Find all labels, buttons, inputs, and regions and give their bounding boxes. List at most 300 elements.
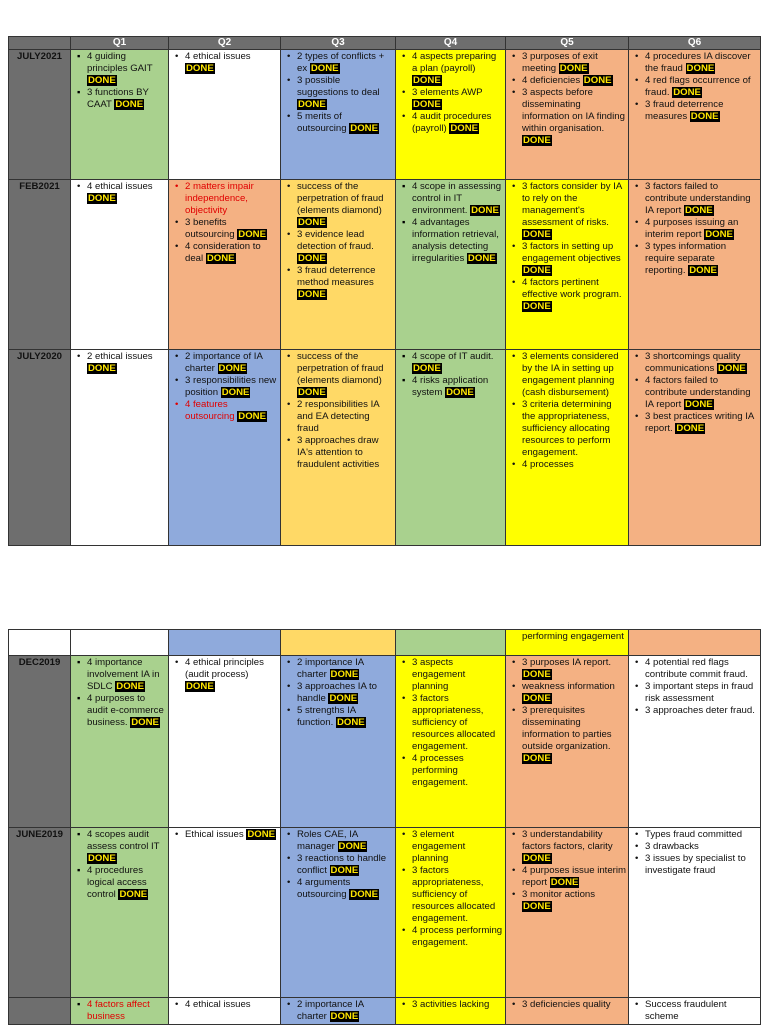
item-text: 3 deficiencies quality <box>522 999 611 1010</box>
done-badge: DONE <box>559 63 588 74</box>
row-label <box>9 998 71 1025</box>
item-text: 3 factors in setting up engagement objectives <box>522 241 621 264</box>
item-text: 4 processes <box>522 459 574 470</box>
item-text: 3 fraud deterrence measures <box>645 99 724 122</box>
item-text: 4 arguments outsourcing <box>297 877 351 900</box>
header-row <box>9 37 761 50</box>
done-badge: DONE <box>690 111 719 122</box>
item-text: 3 fraud deterrence method measures <box>297 265 376 288</box>
done-badge: DONE <box>298 387 326 398</box>
list-item <box>522 51 626 75</box>
item-text: 3 evidence lead detection of fraud. <box>297 229 374 252</box>
bullet-list <box>73 181 166 205</box>
list-item <box>297 351 393 399</box>
done-badge: DONE <box>329 693 358 704</box>
item-text: 3 elements AWP <box>412 87 483 98</box>
list-item <box>185 51 278 75</box>
exam-table-2 <box>8 629 761 1025</box>
bullet-list <box>508 999 626 1011</box>
item-text: 3 factors consider by IA to rely on the management's assessment of risks. <box>522 181 622 228</box>
cell-q4 <box>396 656 506 828</box>
item-text: 3 factors appropriateness, sufficiency of resources allocated engagement. <box>412 693 496 752</box>
list-item <box>87 181 166 205</box>
bullet-list <box>283 999 393 1023</box>
cell-q6 <box>629 828 761 998</box>
cont-q5 <box>506 630 629 656</box>
cell-q3 <box>281 656 396 828</box>
header-q4: Q4 <box>396 37 506 50</box>
list-item <box>297 111 393 135</box>
item-text: 4 factors affect business <box>87 999 150 1022</box>
bullet-list <box>508 51 626 147</box>
done-badge: DONE <box>523 265 551 276</box>
list-item <box>297 229 393 265</box>
item-text: 4 consideration to deal <box>185 241 261 264</box>
list-item <box>522 277 626 313</box>
list-item <box>645 51 758 75</box>
item-text: 3 possible suggestions to deal <box>297 75 380 98</box>
list-item <box>522 829 626 865</box>
list-item <box>645 657 758 681</box>
done-badge: DONE <box>119 889 148 900</box>
item-text: 2 importance IA charter <box>297 657 364 680</box>
done-badge: DONE <box>583 75 612 86</box>
cell-q6 <box>629 50 761 180</box>
item-text: Roles CAE, IA manager <box>297 829 358 852</box>
bullet-list <box>283 51 393 135</box>
t1-row <box>9 180 761 350</box>
list-item <box>412 925 503 949</box>
header-corner <box>9 37 71 50</box>
list-item <box>297 853 393 877</box>
item-text: Success fraudulent scheme <box>645 999 727 1022</box>
item-text: 4 ethical principles (audit process) <box>185 657 264 680</box>
cell-q2 <box>169 828 281 998</box>
done-badge: DONE <box>298 217 326 228</box>
done-badge: DONE <box>684 205 713 216</box>
list-item <box>412 111 503 135</box>
item-text: 4 importance involvement IA in SDLC <box>87 657 160 692</box>
done-badge: DONE <box>705 229 733 240</box>
bullet-list <box>283 181 393 301</box>
list-item <box>645 75 758 99</box>
item-text: 3 purposes IA report. <box>522 657 612 668</box>
list-item <box>185 181 278 217</box>
item-text: 4 process performing engagement. <box>412 925 503 948</box>
bullet-list <box>398 351 503 399</box>
list-item <box>412 181 503 217</box>
list-item <box>185 829 278 841</box>
exam-table-1 <box>8 36 761 546</box>
list-item <box>645 99 758 123</box>
done-badge: DONE <box>523 901 551 912</box>
item-text: 3 issues by specialist to investigate fraud <box>645 853 746 876</box>
bullet-list <box>631 181 758 277</box>
done-badge: DONE <box>471 205 499 216</box>
item-text: 3 shortcomings quality communications <box>645 351 741 374</box>
done-badge: DONE <box>717 363 746 374</box>
cell-q1 <box>71 828 169 998</box>
cell-q5 <box>506 998 629 1025</box>
item-text: 5 strengths IA function. <box>297 705 356 728</box>
list-item <box>297 657 393 681</box>
list-item <box>185 351 278 375</box>
list-item <box>645 829 758 841</box>
item-text: Ethical issues <box>185 829 247 840</box>
header-q6: Q6 <box>629 37 761 50</box>
list-item <box>522 459 626 471</box>
list-item <box>645 681 758 705</box>
item-text: 3 factors failed to contribute understanding IA report <box>645 181 751 216</box>
list-item <box>412 865 503 925</box>
item-text: 4 scope of IT audit. <box>412 351 494 362</box>
cell-q1 <box>71 50 169 180</box>
done-badge: DONE <box>350 889 378 900</box>
cell-q5 <box>506 180 629 350</box>
done-badge: DONE <box>88 75 116 86</box>
list-item <box>645 241 758 277</box>
done-badge: DONE <box>238 229 266 240</box>
t2-row <box>9 656 761 828</box>
cell-q6 <box>629 180 761 350</box>
item-text: 2 ethical issues <box>87 351 153 362</box>
item-text: 4 factors failed to contribute understanding IA report <box>645 375 751 410</box>
item-text: 4 deficiencies <box>522 75 583 86</box>
done-badge: DONE <box>298 289 326 300</box>
item-text: 4 procedures IA discover the fraud <box>645 51 751 74</box>
bullet-list <box>171 351 278 423</box>
list-item <box>87 865 166 901</box>
list-item <box>185 999 278 1011</box>
done-badge: DONE <box>330 1011 359 1022</box>
item-text: 3 monitor actions <box>522 889 596 900</box>
done-badge: DONE <box>186 681 214 692</box>
done-badge: DONE <box>523 693 551 704</box>
item-text: 3 best practices writing IA report. <box>645 411 754 434</box>
item-text: 3 drawbacks <box>645 841 699 852</box>
list-item <box>412 829 503 865</box>
item-text: 3 approaches IA to handle <box>297 681 378 704</box>
t1-row <box>9 350 761 546</box>
list-item <box>645 181 758 217</box>
bullet-list <box>631 999 758 1023</box>
list-item <box>297 681 393 705</box>
cell-q1 <box>71 656 169 828</box>
done-badge: DONE <box>446 387 474 398</box>
done-badge: DONE <box>523 669 551 680</box>
bullet-list <box>73 999 166 1023</box>
list-item <box>412 87 503 111</box>
cell-q3 <box>281 828 396 998</box>
bullet-list <box>171 657 278 693</box>
list-item <box>412 217 503 265</box>
list-item <box>297 999 393 1023</box>
item-text: 3 reactions to handle conflict <box>297 853 387 876</box>
list-item <box>522 241 626 277</box>
item-text: success of the perpetration of fraud (elements diamond) <box>297 181 384 216</box>
list-item <box>87 657 166 693</box>
done-badge: DONE <box>88 853 116 864</box>
done-badge: DONE <box>298 99 326 110</box>
list-item <box>645 705 758 717</box>
bullet-list <box>631 657 758 717</box>
item-text: weakness information <box>522 681 615 692</box>
list-item <box>185 657 278 693</box>
item-text: 3 criteria determining the appropriateness, sufficiency allocating resources to perform engagement. <box>522 399 612 458</box>
list-item <box>645 375 758 411</box>
bullet-list <box>508 829 626 913</box>
list-item <box>522 351 626 399</box>
item-text: 4 aspects preparing a plan (payroll) <box>412 51 497 74</box>
item-text: success of the perpetration of fraud (elements diamond) <box>297 351 384 386</box>
done-badge: DONE <box>689 265 717 276</box>
list-item <box>522 87 626 147</box>
done-badge: DONE <box>88 363 116 374</box>
list-item <box>185 217 278 241</box>
list-item <box>645 411 758 435</box>
item-text: 4 scope in assessing control in IT environment. <box>412 181 502 216</box>
header-q2: Q2 <box>169 37 281 50</box>
done-badge: DONE <box>115 99 144 110</box>
cell-q5 <box>506 656 629 828</box>
item-text: 3 elements considered by the IA in setting up engagement planning (cash disbursement) <box>522 351 619 398</box>
done-badge: DONE <box>467 253 496 264</box>
cell-q3 <box>281 180 396 350</box>
bullet-list <box>398 181 503 265</box>
cell-q4 <box>396 828 506 998</box>
list-item <box>185 241 278 265</box>
item-text: 4 purposes issue interim report <box>522 865 626 888</box>
list-item <box>412 51 503 87</box>
item-text: 4 features outsourcing <box>185 399 238 422</box>
done-badge: DONE <box>88 193 116 204</box>
item-text: 4 red flags occurrence of fraud. <box>645 75 751 98</box>
done-badge: DONE <box>676 423 705 434</box>
list-item <box>87 351 166 375</box>
done-badge: DONE <box>523 853 551 864</box>
bullet-list <box>398 657 503 789</box>
done-badge: DONE <box>523 753 551 764</box>
list-item <box>87 87 166 111</box>
bullet-list <box>283 829 393 901</box>
done-badge: DONE <box>131 717 159 728</box>
bullet-list <box>631 351 758 435</box>
done-badge: DONE <box>523 229 551 240</box>
row-label: FEB2021 <box>9 180 71 350</box>
bullet-list <box>631 51 758 123</box>
bullet-list <box>283 351 393 471</box>
cell-q2 <box>169 656 281 828</box>
list-item <box>87 51 166 87</box>
list-item <box>645 217 758 241</box>
done-badge: DONE <box>523 135 551 146</box>
cont-label <box>9 630 71 656</box>
cell-q2 <box>169 50 281 180</box>
list-item <box>522 657 626 681</box>
bullet-list <box>508 181 626 313</box>
list-item <box>185 399 278 423</box>
cell-q4 <box>396 350 506 546</box>
item-text: 3 purposes of exit meeting <box>522 51 598 74</box>
list-item <box>645 999 758 1023</box>
done-badge: DONE <box>336 717 365 728</box>
bullet-list <box>73 351 166 375</box>
cell-q4 <box>396 998 506 1025</box>
list-item <box>297 829 393 853</box>
item-text: 4 advantages information retrieval, analysis detecting irregularities <box>412 217 499 264</box>
cell-q6 <box>629 998 761 1025</box>
header-q5: Q5 <box>506 37 629 50</box>
list-item <box>297 75 393 111</box>
bullet-list <box>73 657 166 729</box>
done-badge: DONE <box>298 253 326 264</box>
list-item <box>297 705 393 729</box>
item-text: 4 potential red flags contribute commit fraud. <box>645 657 748 680</box>
bullet-list <box>398 829 503 949</box>
done-badge: DONE <box>247 829 276 840</box>
list-item <box>522 181 626 241</box>
list-item <box>297 51 393 75</box>
cell-q3 <box>281 350 396 546</box>
item-text: 2 types of conflicts + ex <box>297 51 385 74</box>
list-item <box>297 399 393 435</box>
item-text: 4 ethical issues <box>185 999 251 1010</box>
item-text: 4 ethical issues <box>87 181 153 192</box>
t2-row <box>9 998 761 1025</box>
done-badge: DONE <box>450 123 479 134</box>
row-label: JULY2020 <box>9 350 71 546</box>
item-text: 4 purposes issuing an interim report <box>645 217 739 240</box>
list-item <box>87 829 166 865</box>
cell-q5 <box>506 828 629 998</box>
bullet-list <box>398 999 503 1011</box>
row-label: JUNE2019 <box>9 828 71 998</box>
cont-q1 <box>71 630 169 656</box>
list-item <box>522 75 626 87</box>
cell-q3 <box>281 50 396 180</box>
done-badge: DONE <box>310 63 339 74</box>
item-text: 3 aspects engagement planning <box>412 657 466 692</box>
done-badge: DONE <box>413 75 441 86</box>
done-badge: DONE <box>673 87 701 98</box>
item-text: 3 factors appropriateness, sufficiency of resources allocated engagement. <box>412 865 496 924</box>
done-badge: DONE <box>413 363 441 374</box>
list-item <box>522 865 626 889</box>
cell-q5 <box>506 350 629 546</box>
item-text: 4 audit procedures (payroll) <box>412 111 492 134</box>
cell-q5 <box>506 50 629 180</box>
list-item <box>412 657 503 693</box>
bullet-list <box>171 999 278 1011</box>
bullet-list <box>398 51 503 135</box>
t1-row <box>9 50 761 180</box>
done-badge: DONE <box>238 411 266 422</box>
done-badge: DONE <box>330 865 359 876</box>
item-text: 2 matters impair independence, objectivity <box>185 181 254 216</box>
item-text: 3 approaches draw IA's attention to fraudulent activities <box>297 435 380 470</box>
cell-q6 <box>629 350 761 546</box>
item-text: 4 factors pertinent effective work program. <box>522 277 622 300</box>
item-text: 3 approaches deter fraud. <box>645 705 755 716</box>
item-text: Types fraud committed <box>645 829 743 840</box>
done-badge: DONE <box>523 301 551 312</box>
bullet-list <box>171 829 278 841</box>
cell-q2 <box>169 180 281 350</box>
done-badge: DONE <box>350 123 378 134</box>
list-item <box>297 265 393 301</box>
t2-row <box>9 828 761 998</box>
item-text: 3 aspects before disseminating information on IA finding within organisation. <box>522 87 625 134</box>
cont-q3 <box>281 630 396 656</box>
bullet-list <box>73 829 166 901</box>
list-item <box>412 999 503 1011</box>
cont-q6 <box>629 630 761 656</box>
list-item <box>522 705 626 765</box>
cell-q1 <box>71 180 169 350</box>
cont-q2 <box>169 630 281 656</box>
list-item <box>522 399 626 459</box>
list-item <box>522 999 626 1011</box>
item-text: 5 merits of outsourcing <box>297 111 350 134</box>
bullet-list <box>171 51 278 75</box>
list-item <box>522 889 626 913</box>
cell-q1 <box>71 998 169 1025</box>
cont-q5-text: performing engagement <box>522 631 624 642</box>
item-text: 3 types information require separate reporting. <box>645 241 727 276</box>
item-text: 3 element engagement planning <box>412 829 466 864</box>
list-item <box>645 853 758 877</box>
item-text: 4 procedures logical access control <box>87 865 147 900</box>
bullet-list <box>508 657 626 765</box>
header-q3: Q3 <box>281 37 396 50</box>
done-badge: DONE <box>550 877 579 888</box>
done-badge: DONE <box>116 681 144 692</box>
done-badge: DONE <box>186 63 214 74</box>
item-text: 3 prerequisites disseminating information to parties outside organization. <box>522 705 612 752</box>
done-badge: DONE <box>206 253 235 264</box>
list-item <box>297 877 393 901</box>
cell-q2 <box>169 998 281 1025</box>
list-item <box>87 693 166 729</box>
list-item <box>522 681 626 705</box>
list-item <box>412 753 503 789</box>
item-text: 3 important steps in fraud risk assessment <box>645 681 754 704</box>
item-text: 4 ethical issues <box>185 51 251 62</box>
list-item <box>645 841 758 853</box>
done-badge: DONE <box>413 99 441 110</box>
item-text: 4 scopes audit assess control IT <box>87 829 160 852</box>
done-badge: DONE <box>218 363 247 374</box>
header-q1: Q1 <box>71 37 169 50</box>
list-item <box>412 693 503 753</box>
row-label: DEC2019 <box>9 656 71 828</box>
list-item <box>645 351 758 375</box>
done-badge: DONE <box>338 841 367 852</box>
list-item <box>297 435 393 471</box>
cell-q4 <box>396 50 506 180</box>
item-text: 4 risks application system <box>412 375 489 398</box>
done-badge: DONE <box>221 387 250 398</box>
item-text: 3 understandability factors factors, clarity <box>522 829 613 852</box>
done-badge: DONE <box>686 63 715 74</box>
item-text: 3 benefits outsourcing <box>185 217 238 240</box>
list-item <box>297 181 393 229</box>
list-item <box>412 375 503 399</box>
bullet-list <box>73 51 166 111</box>
item-text: 4 guiding principles GAIT <box>87 51 153 74</box>
bullet-list <box>171 181 278 265</box>
item-text: 4 processes performing engagement. <box>412 753 469 788</box>
